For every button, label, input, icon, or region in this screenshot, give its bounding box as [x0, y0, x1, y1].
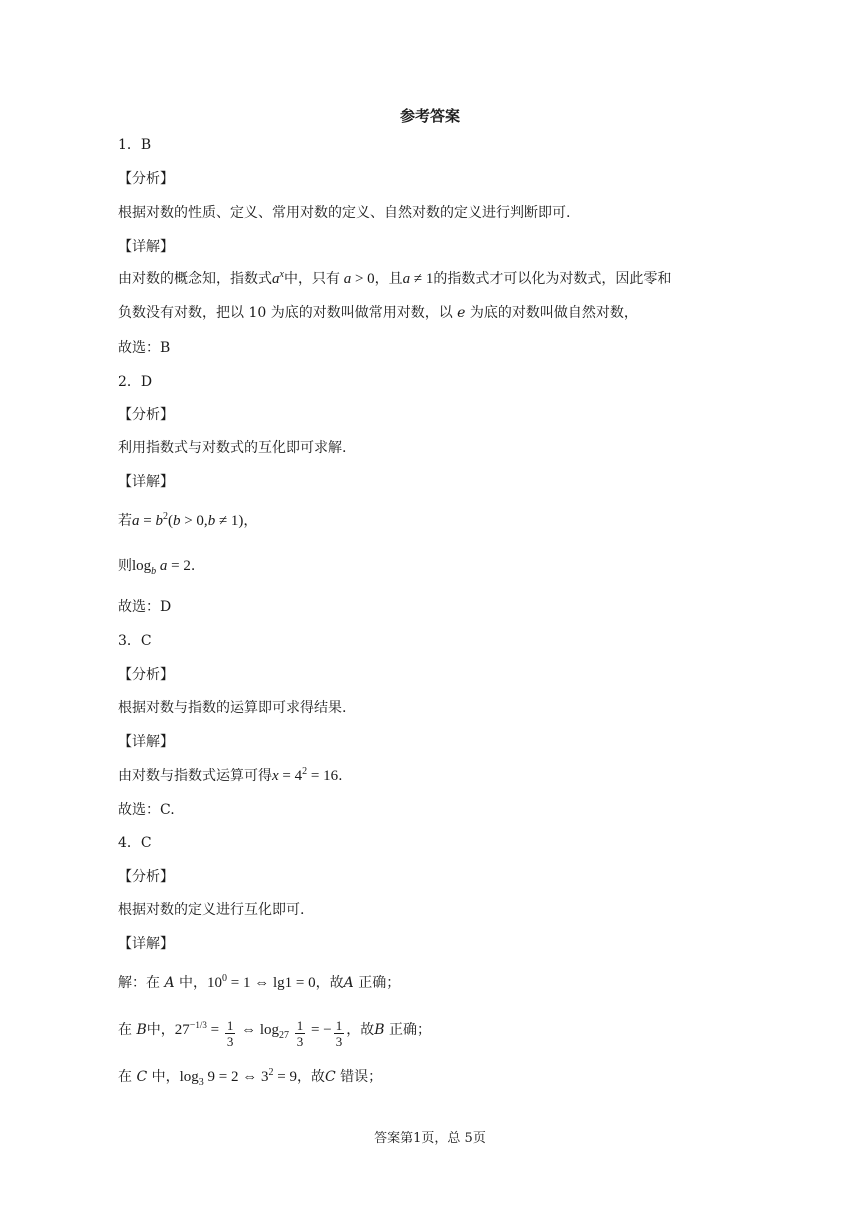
math-option-a: $10^0 = 1$ ⇔ lg1 = 0 — [207, 973, 316, 991]
q1-analysis-label: 【分析】 — [118, 171, 174, 187]
q3-answer: 故选：C. — [118, 802, 175, 818]
q2-detail-label: 【详解】 — [118, 474, 174, 490]
math-a-pow-x: $a^x$ — [272, 269, 284, 287]
math-x-eq-16: $x = 4^2 = 16$ — [272, 766, 339, 784]
math-option-b: $27^{-1/3}$ = $\frac{1}{3}$ ⇔ $\log_{27}$ $\frac{1}{3}$ = − $\frac{1}{3}$ — [174, 1018, 343, 1049]
q1-detail-line2: 负数没有对数，把以 10 为底的对数叫做常用对数，以 e 为底的对数叫做自然对数， — [118, 305, 638, 321]
q1-heading: 1．B — [118, 137, 152, 153]
q4-line-a: 解：在 A 中，$10^0 = 1$ ⇔ lg1 = 0，故A 正确； — [118, 973, 401, 991]
page-title: 参考答案 — [399, 107, 460, 125]
q2-analysis-label: 【分析】 — [118, 407, 174, 423]
q1-analysis-text: 根据对数的性质、定义、常用对数的定义、自然对数的定义进行判断即可. — [118, 205, 571, 221]
q1-answer: 故选：B — [118, 340, 171, 356]
q4-detail-label: 【详解】 — [118, 936, 174, 952]
q4-line-c: 在 C 中，$\log_3 9 = 2$ ⇔ $3^2 = 9$，故C 错误； — [118, 1067, 383, 1088]
q4-line-b: 在 B中，$27^{-1/3}$ = $\frac{1}{3}$ ⇔ $\log_{27}$ $\frac{1}{3}$ = − $\frac{1}{3}$ ，故B 正确； — [118, 1018, 431, 1049]
q4-analysis-label: 【分析】 — [118, 869, 174, 885]
q3-detail-label: 【详解】 — [118, 734, 174, 750]
q2-heading: 2．D — [118, 374, 153, 390]
q2-answer: 故选：D — [118, 599, 172, 615]
math-a-ne-1: a ≠ 1 — [402, 271, 434, 287]
q2-detail-line2: 则$\log_b a = 2$. — [118, 558, 196, 577]
page-footer: 答案第1页，总 5页 — [374, 1131, 486, 1146]
q1-detail-label: 【详解】 — [118, 239, 174, 255]
q2-detail-line1: 若$a = b^2(b > 0,b \ne 1)$， — [118, 511, 258, 529]
q3-analysis-text: 根据对数与指数的运算即可求得结果. — [118, 700, 347, 716]
q4-heading: 4．C — [118, 835, 152, 851]
q3-analysis-label: 【分析】 — [118, 667, 174, 683]
q3-detail-line: 由对数与指数式运算可得$x = 4^2 = 16$. — [118, 766, 343, 784]
math-option-c: $\log_3 9 = 2$ ⇔ $3^2 = 9$ — [179, 1067, 297, 1088]
math-a-gt-0: a > 0 — [343, 271, 375, 287]
q1-detail-line1: 由对数的概念知，指数式$a^x$中，只有 a > 0，且a ≠ 1的指数式才可以化为对数式，因此零和 — [118, 269, 672, 287]
math-a-eq-b-squared: $a = b^2(b > 0,b \ne 1)$ — [132, 511, 244, 529]
math-log-b-a: $\log_b a = 2$ — [132, 558, 191, 577]
q4-analysis-text: 根据对数的定义进行互化即可. — [118, 902, 305, 918]
q2-analysis-text: 利用指数式与对数式的互化即可求解. — [118, 440, 347, 456]
q3-heading: 3．C — [118, 633, 152, 649]
